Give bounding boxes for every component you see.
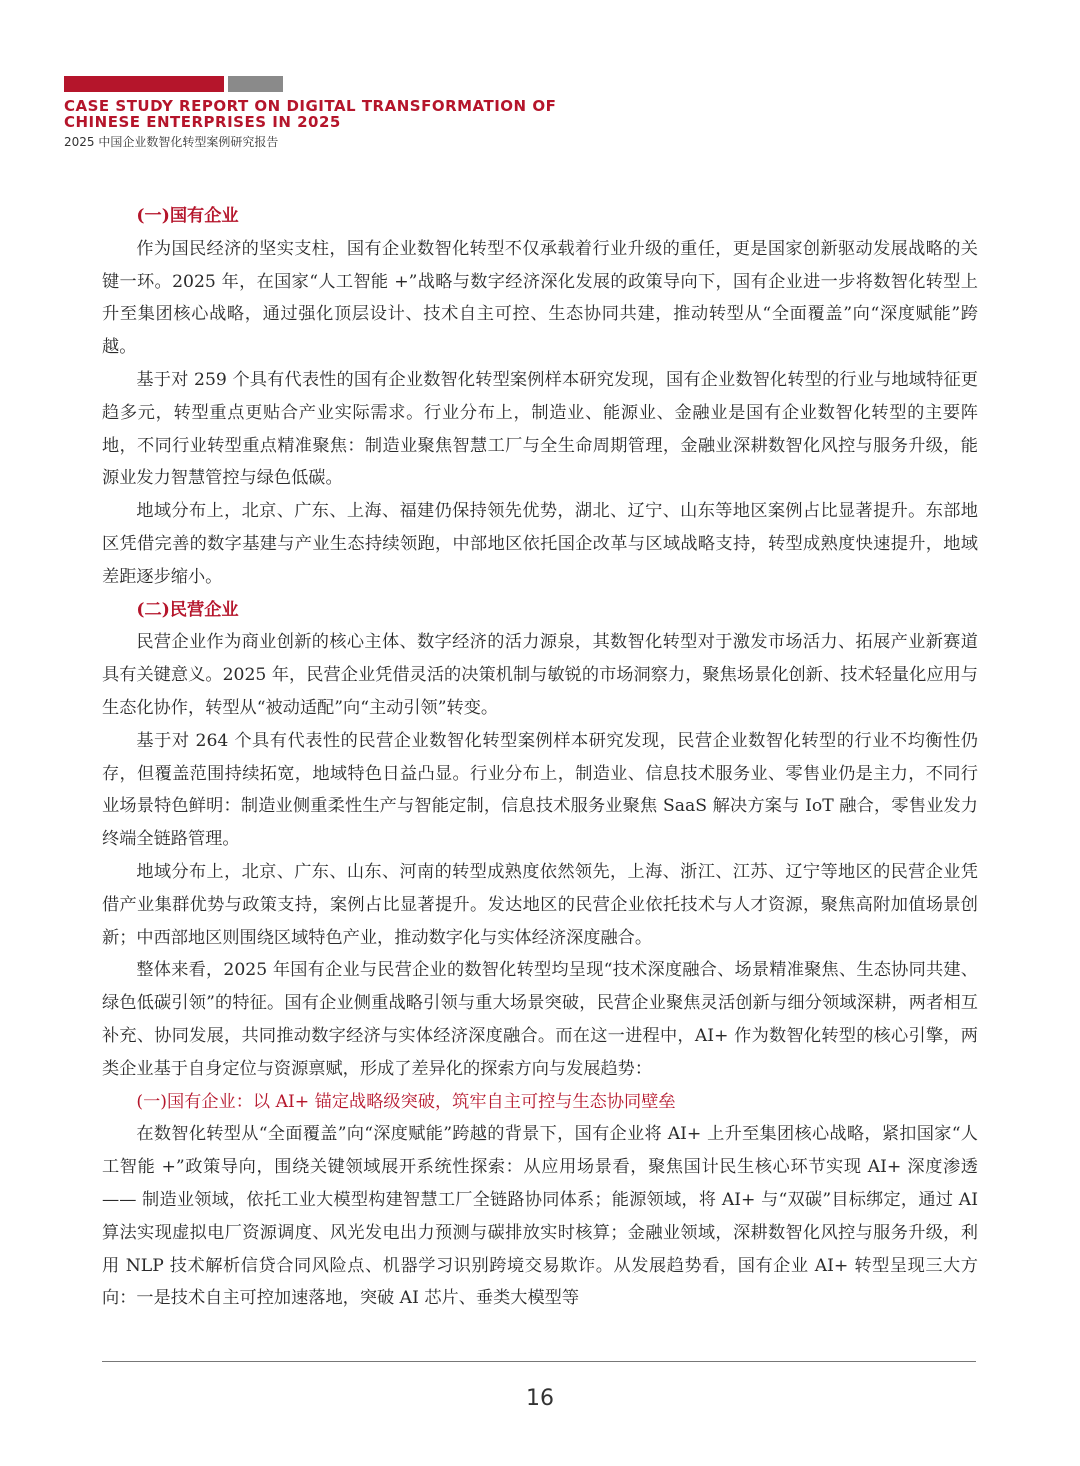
footer-divider (102, 1361, 976, 1362)
page-number: 16 (526, 1386, 554, 1411)
paragraph-private-1: 民营企业作为商业创新的核心主体、数字经济的活力源泉，其数智化转型对于激发市场活力、拓展产业新赛道具有关键意义。2025 年，民营企业凭借灵活的决策机制与敏锐的市场洞察力，聚焦场景化创新、技术轻量化应用与生态化协作，转型从“被动适配”向“主动引领”转变。 (102, 632, 978, 718)
paragraph-soe-2: 基于对 259 个具有代表性的国有企业数智化转型案例样本研究发现，国有企业数智化转型的行业与地域特征更趋多元，转型重点更贴合产业实际需求。行业分布上，制造业、能源业、金融业是国有企业数智化转型的主要阵地，不同行业转型重点精准聚焦：制造业聚焦智慧工厂与全生命周期管理，金融业深耕数智化风控与服务升级，能源业发力智慧管控与绿色低碳。 (102, 369, 978, 489)
main-content (102, 200, 978, 1315)
section-heading-ai: (一)国有企业：以 AI+ 锚定战略级突破，筑牢自主可控与生态协同壁垒 (136, 1091, 676, 1112)
header-red-bar (64, 76, 224, 92)
section-heading-private: (二)民营企业 (136, 599, 239, 620)
paragraph-overall: 整体来看，2025 年国有企业与民营企业的数智化转型均呈现“技术深度融合、场景精准聚焦、生态协同共建、绿色低碳引领”的特征。国有企业侧重战略引领与重大场景突破，民营企业聚焦灵活创新与细分领域深耕，两者相互补充、协同发展，共同推动数字经济与实体经济深度融合。而在这一进程中，AI+ 作为数智化转型的核心引擎，两类企业基于自身定位与资源禀赋，形成了差异化的探索方向与发展趋势： (102, 960, 978, 1079)
paragraph-soe-3: 地域分布上，北京、广东、上海、福建仍保持领先优势，湖北、辽宁、山东等地区案例占比显著提升。东部地区凭借完善的数字基建与产业生态持续领跑，中部地区依托国企改革与区域战略支持，转型成熟度快速提升，地域差距逐步缩小。 (102, 501, 978, 587)
paragraph-private-2: 基于对 264 个具有代表性的民营企业数智化转型案例样本研究发现，民营企业数智化转型的行业不均衡性仍存，但覆盖范围持续拓宽，地域特色日益凸显。行业分布上，制造业、信息技术服务业、零售业仍是主力，不同行业场景特色鲜明：制造业侧重柔性生产与智能定制，信息技术服务业聚焦 SaaS 解决方案与 IoT 融合，零售业发力终端全链路管理。 (102, 730, 978, 850)
paragraph-private-3: 地域分布上，北京、广东、山东、河南的转型成熟度依然领先，上海、浙江、江苏、辽宁等地区的民营企业凭借产业集群优势与政策支持，案例占比显著提升。发达地区的民营企业依托技术与人才资源，聚焦高附加值场景创新；中西部地区则围绕区域特色产业，推动数字化与实体经济深度融合。 (102, 861, 978, 948)
report-title-en (64, 98, 624, 130)
report-title-en-line2: CHINESE ENTERPRISES IN 2025 (64, 113, 341, 131)
report-title-en-line1: CASE STUDY REPORT ON DIGITAL TRANSFORMATION OF (64, 97, 557, 115)
paragraph-soe-1: 作为国民经济的坚实支柱，国有企业数智化转型不仅承载着行业升级的重任，更是国家创新驱动发展战略的关键一环。2025 年，在国家“人工智能 +”战略与数字经济深化发展的政策导向下，国有企业进一步将数智化转型上升至集团核心战略，通过强化顶层设计、技术自主可控、生态协同共建，推动转型从“全面覆盖”向“深度赋能”跨越。 (102, 238, 978, 358)
header-gray-bar (228, 76, 283, 92)
paragraph-ai-1: 在数智化转型从“全面覆盖”向“深度赋能”跨越的背景下，国有企业将 AI+ 上升至集团核心战略，紧扣国家“人工智能 +”政策导向，围绕关键领域展开系统性探索：从应用场景看，聚焦国计民生核心环节实现 AI+ 深度渗透 —— 制造业领域，依托工业大模型构建智慧工厂全链路协同体系；能源领域，将 AI+ 与“双碳”目标绑定，通过 AI 算法实现虚拟电厂资源调度、风光发电出力预测与碳排放实时核算；金融业领域，深耕数智化风控与服务升级，利用 NLP 技术解析信贷合同风险点、机器学习识别跨境交易欺诈。从发展趋势看，国有企业 AI+ 转型呈现三大方向：一是技术自主可控加速落地，突破 AI 芯片、垂类大模型等 (102, 1124, 978, 1309)
report-title-cn: 2025 中国企业数智化转型案例研究报告 (64, 135, 279, 149)
section-heading-soe: (一)国有企业 (136, 206, 239, 226)
